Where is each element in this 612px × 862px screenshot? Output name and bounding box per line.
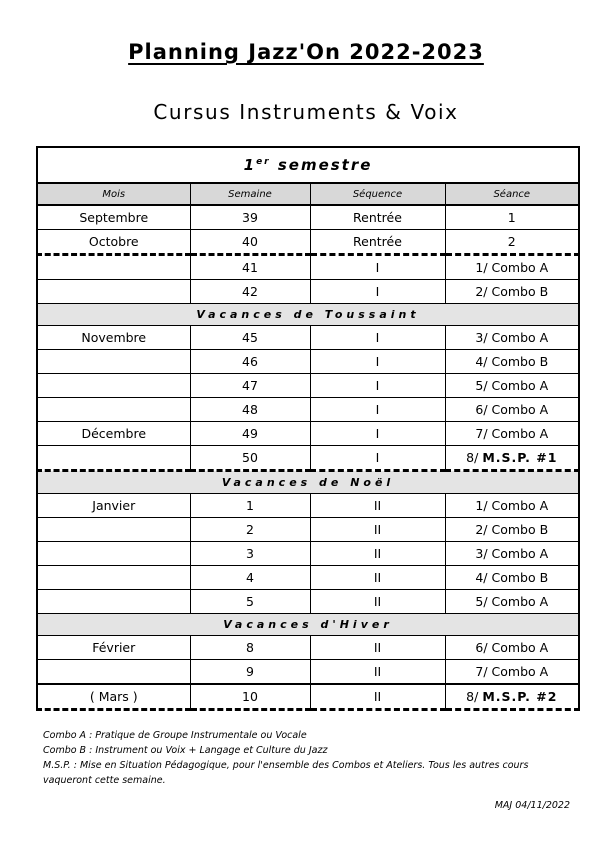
table-row bbox=[37, 566, 579, 590]
cell-semaine: 40 bbox=[190, 230, 310, 255]
semester-row bbox=[37, 147, 579, 183]
note-msp: M.S.P. : Mise en Situation Pédagogique, pour l'ensemble des Combos et Ateliers. Tous les autres cours vaqueront cette semaine. bbox=[43, 760, 529, 786]
cell-seance: 6/ Combo A bbox=[445, 398, 579, 422]
semester-number: 1 bbox=[243, 156, 257, 174]
cell-sequence: II bbox=[310, 542, 445, 566]
cell-sequence: Rentrée bbox=[310, 230, 445, 255]
cell-semaine: 48 bbox=[190, 398, 310, 422]
cell-mois bbox=[37, 542, 190, 566]
cell-mois: Décembre bbox=[37, 422, 190, 446]
table-row bbox=[37, 326, 579, 350]
cell-seance: 1/ Combo A bbox=[445, 255, 579, 280]
cell-semaine: 50 bbox=[190, 446, 310, 471]
vacation-row bbox=[37, 304, 579, 326]
table-row bbox=[37, 494, 579, 518]
cell-seance: 3/ Combo A bbox=[445, 542, 579, 566]
planning-table bbox=[36, 146, 580, 711]
cell-sequence: I bbox=[310, 374, 445, 398]
cell-seance: 1/ Combo A bbox=[445, 494, 579, 518]
cell-mois bbox=[37, 255, 190, 280]
vacation-toussaint: Vacances de Toussaint bbox=[37, 304, 579, 326]
cell-mois: Septembre bbox=[37, 205, 190, 230]
table-row bbox=[37, 684, 579, 710]
cell-mois bbox=[37, 374, 190, 398]
table-row bbox=[37, 398, 579, 422]
semester-label: semestre bbox=[277, 156, 373, 174]
cell-mois: ( Mars ) bbox=[37, 684, 190, 710]
cell-mois: Janvier bbox=[37, 494, 190, 518]
header-seance: Séance bbox=[445, 183, 579, 205]
cell-sequence: Rentrée bbox=[310, 205, 445, 230]
table-row bbox=[37, 422, 579, 446]
cell-sequence: I bbox=[310, 326, 445, 350]
vacation-row bbox=[37, 471, 579, 494]
cell-sequence: I bbox=[310, 350, 445, 374]
vacation-noel: Vacances de Noël bbox=[37, 471, 579, 494]
cell-semaine: 41 bbox=[190, 255, 310, 280]
cell-mois bbox=[37, 398, 190, 422]
cell-semaine: 9 bbox=[190, 660, 310, 685]
vacation-row bbox=[37, 614, 579, 636]
cell-mois: Février bbox=[37, 636, 190, 660]
cell-seance: 3/ Combo A bbox=[445, 326, 579, 350]
cell-mois bbox=[37, 660, 190, 685]
cell-seance: 6/ Combo A bbox=[445, 636, 579, 660]
cell-sequence: II bbox=[310, 518, 445, 542]
cell-seance: 5/ Combo A bbox=[445, 374, 579, 398]
cell-semaine: 2 bbox=[190, 518, 310, 542]
vacation-hiver: Vacances d'Hiver bbox=[37, 614, 579, 636]
header-mois: Mois bbox=[37, 183, 190, 205]
cell-seance: 2 bbox=[445, 230, 579, 255]
table-row bbox=[37, 590, 579, 614]
seance-prefix: 8/ bbox=[466, 689, 479, 704]
cell-seance: 4/ Combo B bbox=[445, 566, 579, 590]
cell-semaine: 49 bbox=[190, 422, 310, 446]
cell-seance: 7/ Combo A bbox=[445, 422, 579, 446]
cell-semaine: 8 bbox=[190, 636, 310, 660]
cell-sequence: II bbox=[310, 566, 445, 590]
cell-sequence: I bbox=[310, 446, 445, 471]
cell-semaine: 1 bbox=[190, 494, 310, 518]
table-row bbox=[37, 518, 579, 542]
semester-ordinal: er bbox=[256, 157, 271, 167]
header-sequence: Séquence bbox=[310, 183, 445, 205]
note-combo-b: Combo B : Instrument ou Voix + Langage et Culture du Jazz bbox=[43, 745, 328, 756]
cell-semaine: 42 bbox=[190, 280, 310, 304]
page-title bbox=[0, 40, 612, 64]
cell-sequence: II bbox=[310, 636, 445, 660]
table-row bbox=[37, 350, 579, 374]
cell-sequence: I bbox=[310, 398, 445, 422]
header-semaine: Semaine bbox=[190, 183, 310, 205]
msp-label: M.S.P. #1 bbox=[482, 450, 558, 465]
seance-prefix: 8/ bbox=[466, 450, 479, 465]
semester-heading bbox=[37, 147, 579, 183]
cell-sequence: II bbox=[310, 494, 445, 518]
cell-seance: 7/ Combo A bbox=[445, 660, 579, 685]
cell-seance: 2/ Combo B bbox=[445, 280, 579, 304]
cell-seance: 4/ Combo B bbox=[445, 350, 579, 374]
table-row bbox=[37, 255, 579, 280]
table-row bbox=[37, 374, 579, 398]
cell-semaine: 3 bbox=[190, 542, 310, 566]
table-row bbox=[37, 660, 579, 685]
cell-semaine: 39 bbox=[190, 205, 310, 230]
cell-mois: Novembre bbox=[37, 326, 190, 350]
cell-semaine: 5 bbox=[190, 590, 310, 614]
table-row bbox=[37, 446, 579, 471]
cell-semaine: 46 bbox=[190, 350, 310, 374]
update-date: MAJ 04/11/2022 bbox=[494, 800, 570, 811]
table-row bbox=[37, 230, 579, 255]
table-row bbox=[37, 636, 579, 660]
table-row bbox=[37, 280, 579, 304]
cell-mois bbox=[37, 590, 190, 614]
cell-mois bbox=[37, 280, 190, 304]
table-row bbox=[37, 205, 579, 230]
cell-seance: 5/ Combo A bbox=[445, 590, 579, 614]
page-title-text: Planning Jazz'On 2022-2023 bbox=[128, 40, 484, 64]
cell-sequence: I bbox=[310, 280, 445, 304]
msp-label: M.S.P. #2 bbox=[482, 689, 558, 704]
header-row bbox=[37, 183, 579, 205]
legend-notes bbox=[43, 728, 563, 788]
cell-sequence: II bbox=[310, 590, 445, 614]
cell-sequence: II bbox=[310, 684, 445, 710]
cell-semaine: 47 bbox=[190, 374, 310, 398]
cell-mois bbox=[37, 446, 190, 471]
cell-semaine: 45 bbox=[190, 326, 310, 350]
note-combo-a: Combo A : Pratique de Groupe Instrumentale ou Vocale bbox=[43, 730, 307, 741]
cell-sequence: I bbox=[310, 255, 445, 280]
cell-seance bbox=[445, 446, 579, 471]
cell-mois bbox=[37, 518, 190, 542]
cell-seance bbox=[445, 684, 579, 710]
cell-sequence: II bbox=[310, 660, 445, 685]
cell-seance: 1 bbox=[445, 205, 579, 230]
cell-seance: 2/ Combo B bbox=[445, 518, 579, 542]
table-row bbox=[37, 542, 579, 566]
cell-sequence: I bbox=[310, 422, 445, 446]
page-subtitle: Cursus Instruments & Voix bbox=[153, 100, 459, 124]
cell-mois bbox=[37, 350, 190, 374]
cell-semaine: 4 bbox=[190, 566, 310, 590]
cell-mois bbox=[37, 566, 190, 590]
cell-semaine: 10 bbox=[190, 684, 310, 710]
cell-mois: Octobre bbox=[37, 230, 190, 255]
